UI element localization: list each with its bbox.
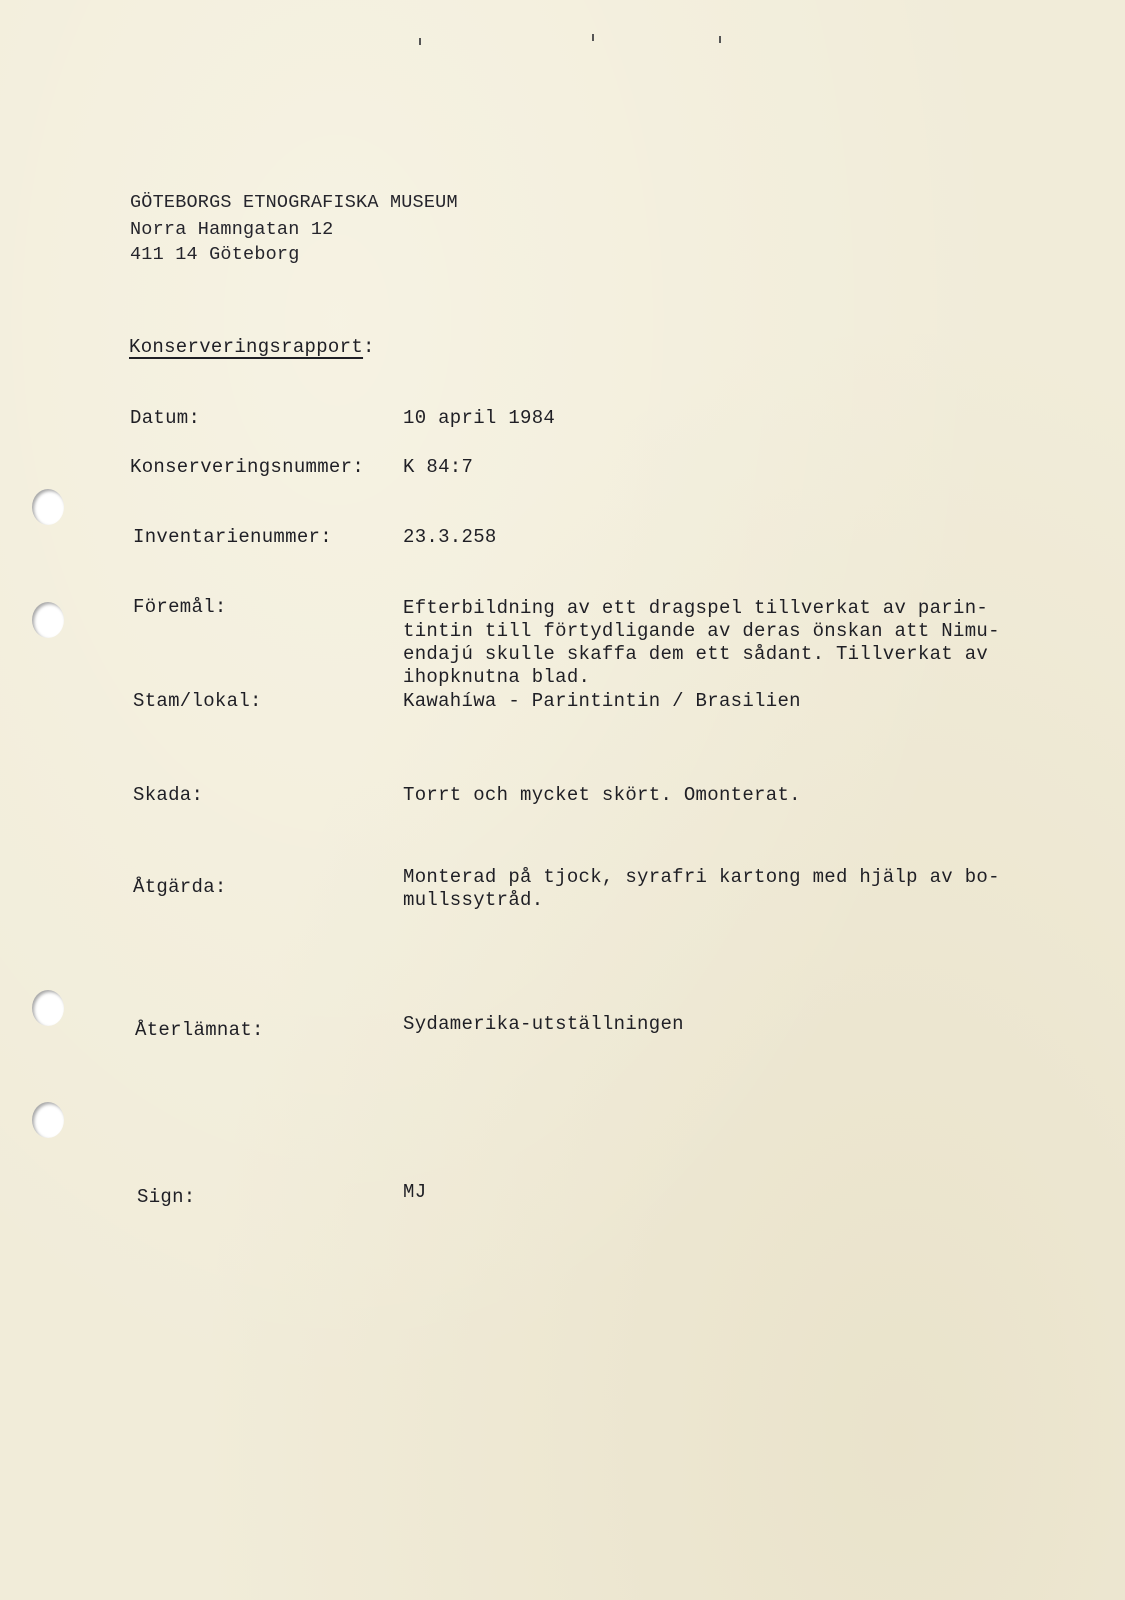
foremal-line: tintin till förtydligande av deras önskan att Nimu- <box>403 620 1000 642</box>
punch-hole <box>32 1102 64 1138</box>
stam-lokal-label: Stam/lokal: <box>133 690 262 712</box>
skada-value: Torrt och mycket skört. Omonterat. <box>403 784 801 806</box>
datum-value: 10 april 1984 <box>403 407 556 429</box>
museum-city: 411 14 Göteborg <box>130 244 300 265</box>
punch-hole <box>32 602 64 638</box>
foremal-line: endajú skulle skaffa dem ett sådant. Tillverkat av <box>403 643 989 665</box>
report-title <box>129 336 375 359</box>
konserveringsnummer-value: K 84:7 <box>403 456 474 478</box>
atgarda-line: Monterad på tjock, syrafri kartong med hjälp av bo- <box>403 866 1000 888</box>
inventarienummer-label: Inventarienummer: <box>133 526 332 548</box>
paper-mark <box>419 38 421 45</box>
punch-hole <box>32 990 64 1026</box>
museum-street: Norra Hamngatan 12 <box>130 219 334 240</box>
paper-mark <box>592 34 594 41</box>
report-title-text: Konserveringsrapport <box>129 336 364 358</box>
paper-mark <box>719 36 721 43</box>
punch-hole <box>32 489 64 525</box>
sign-value: MJ <box>403 1181 427 1203</box>
aterlamnat-label: Återlämnat: <box>135 1019 264 1041</box>
atgarda-label: Åtgärda: <box>133 876 227 898</box>
foremal-label: Föremål: <box>133 596 227 618</box>
datum-label: Datum: <box>130 407 201 429</box>
report-title-colon: : <box>363 336 375 358</box>
stam-lokal-value: Kawahíwa - Parintintin / Brasilien <box>403 690 801 712</box>
museum-name: GÖTEBORGS ETNOGRAFISKA MUSEUM <box>130 192 458 213</box>
foremal-line: ihopknutna blad. <box>403 666 591 688</box>
foremal-line: Efterbildning av ett dragspel tillverkat av parin- <box>403 597 989 619</box>
sign-label: Sign: <box>137 1186 196 1208</box>
aterlamnat-value: Sydamerika-utställningen <box>403 1013 684 1035</box>
skada-label: Skada: <box>133 784 204 806</box>
konserveringsnummer-label: Konserveringsnummer: <box>130 456 365 478</box>
inventarienummer-value: 23.3.258 <box>403 526 497 548</box>
atgarda-line: mullssytråd. <box>403 889 544 911</box>
